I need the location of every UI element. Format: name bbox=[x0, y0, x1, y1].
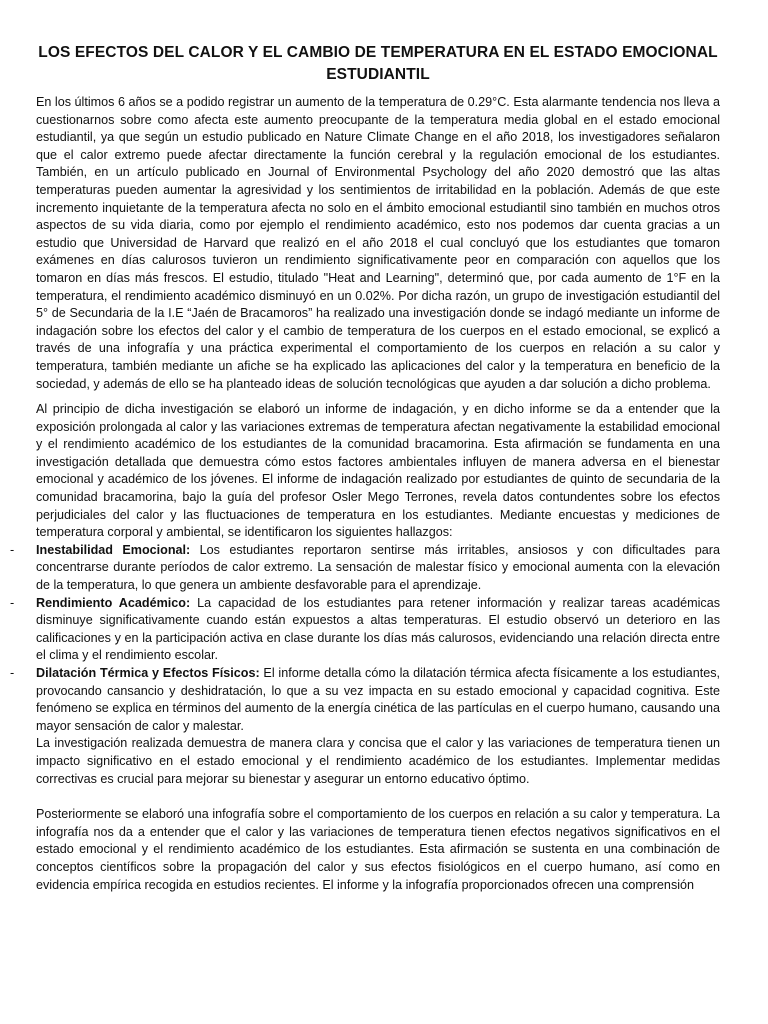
spacer bbox=[36, 393, 720, 401]
bullet-text: Los estudiantes reportaron sentirse más irritables, ansiosos y con dificultades para concentrarse durante períodos de calor extremo. La sensación de malestar físico y emocional aumenta con la elevación de la temperatura, lo que genera un ambiente desfavorable para el aprendizaje. bbox=[36, 542, 720, 593]
bullet-dash: - bbox=[10, 595, 15, 610]
bullet-item-inestabilidad bbox=[10, 542, 720, 595]
bullet-item-rendimiento bbox=[10, 595, 720, 665]
paragraph-informe: Al principio de dicha investigación se elaboró un informe de indagación, y en dicho informe se da a entender que la exposición prolongada al calor y las variaciones extremas de temperatura afectan negativamente la estabilidad emocional y el rendimiento académico de los estudiantes de la comunidad bracamorina. Esta afirmación se fundamenta en una investigación detallada que demuestra cómo estos factores ambientales influyen de manera adversa en el bienestar emocional y académico de los jóvenes. El informe de indagación realizado por estudiantes de quinto de secundaria de la comunidad bracamorina, bajo la guía del profesor Osler Mego Terrones, revela datos contundentes sobre los efectos perjudiciales del calor y las fluctuaciones de temperatura en los estudiantes. Mediante encuestas y mediciones de temperatura corporal y ambiental, se identificaron los siguientes hallazgos: bbox=[36, 402, 720, 540]
paragraph-infografia: Posteriormente se elaboró una infografía sobre el comportamiento de los cuerpos en relación a su calor y temperatura. La infografía nos da a entender que el calor y las variaciones de temperatura tienen efectos negativos significativos en el estado emocional y el rendimiento académico de los estudiantes. Esta afirmación se sustenta en una combinación de conceptos científicos sobre la propagación del calor y sus efectos fisiológicos en el cuerpo humano, así como en evidencia empírica recogida en estudios recientes. El informe y la infografía proporcionados ofrecen una comprensión bbox=[36, 807, 720, 892]
bullet-item-dilatacion bbox=[10, 665, 720, 735]
paragraph-conclusion: La investigación realizada demuestra de manera clara y concisa que el calor y las variaciones de temperatura tienen un impacto significativo en el estado emocional y el rendimiento académico de los estudiantes. Implementar medidas correctivas es crucial para mejorar su bienestar y asegurar un entorno educativo óptimo. bbox=[36, 736, 720, 786]
spacer bbox=[36, 788, 720, 806]
document-title: LOS EFECTOS DEL CALOR Y EL CAMBIO DE TEMPERATURA EN EL ESTADO EMOCIONAL ESTUDIANTIL bbox=[38, 44, 718, 83]
bullet-dash: - bbox=[10, 666, 15, 680]
bullet-text: El informe detalla cómo la dilatación térmica afecta físicamente a los estudiantes, provocando cansancio y deshidratación, lo que a su vez impacta en su estado emocional y capacidad cognitiva. Este fenómeno se explica en términos del aumento de la energía cinética de las partículas en el cuerpo humano, causando una mayor sensación de calor y malestar. bbox=[36, 666, 720, 733]
bullet-heading: Dilatación Térmica y Efectos Físicos: bbox=[36, 666, 260, 680]
bullet-dash: - bbox=[10, 542, 15, 557]
paragraph-intro: En los últimos 6 años se a podido registrar un aumento de la temperatura de 0.29°C. Esta alarmante tendencia nos lleva a cuestionarnos sobre como afecta este aumento preocupante de la temperatura media global en el estado emocional estudiantil, ya que según un estudio publicado en Nature Climate Change en el año 2018, los investigadores señalaron que el calor extremo puede afectar directamente la función cerebral y la regulación emocional de los estudiantes. También, en un artículo publicado en Journal of Environmental Psychology del año 2020 demostró que las altas temperaturas pueden aumentar la agresividad y los sentimientos de irritabilidad en la población. Además de que este incremento inquietante de la temperatura afecta no solo en el ámbito emocional estudiantil sino también en muchos otros aspectos de su vida diaria, como por ejemplo el rendimiento académico, esto nos podemos dar cuenta gracias a un estudio que Universidad de Harvard que realizó en el año 2018 el cual concluyó que los estudiantes que tomaron exámenes en días calurosos tuvieron un rendimiento significativamente peor en comparación con aquellos que los tomaron en días más frescos. El estudio, titulado "Heat and Learning", determinó que, por cada aumento de 1°F en la temperatura, el rendimiento académico disminuyó en un 0.02%. Por dicha razón, un grupo de investigación estudiantil del 5° de Secundaria de la I.E “Jaén de Bracamoros” ha realizado una investigación donde se indagó mediante un informe de indagación sobre los efectos del calor y el cambio de temperatura de los cuerpos en el estado emocional, se explicó a través de una infografía y una práctica experimental el comportamiento de los cuerpos en relación a su calor y temperatura, también mediante un afiche se ha explicado las aplicaciones del calor y la temperatura en beneficio de la sociedad, y además de ello se ha planteado ideas de solución tecnológicas que ayuden a dar solución a dicho problema. bbox=[36, 95, 720, 391]
bullet-heading: Rendimiento Académico: bbox=[36, 595, 191, 610]
bullet-heading: Inestabilidad Emocional: bbox=[36, 542, 191, 557]
bullet-text: La capacidad de los estudiantes para retener información y realizar tareas académicas disminuye significativamente cuando están expuestos a altas temperaturas. El estudio observó un deterioro en las calificaciones y en la participación activa en clase durante los días más calurosos, evidenciando una relación directa entre el clima y el rendimiento escolar. bbox=[36, 595, 720, 663]
